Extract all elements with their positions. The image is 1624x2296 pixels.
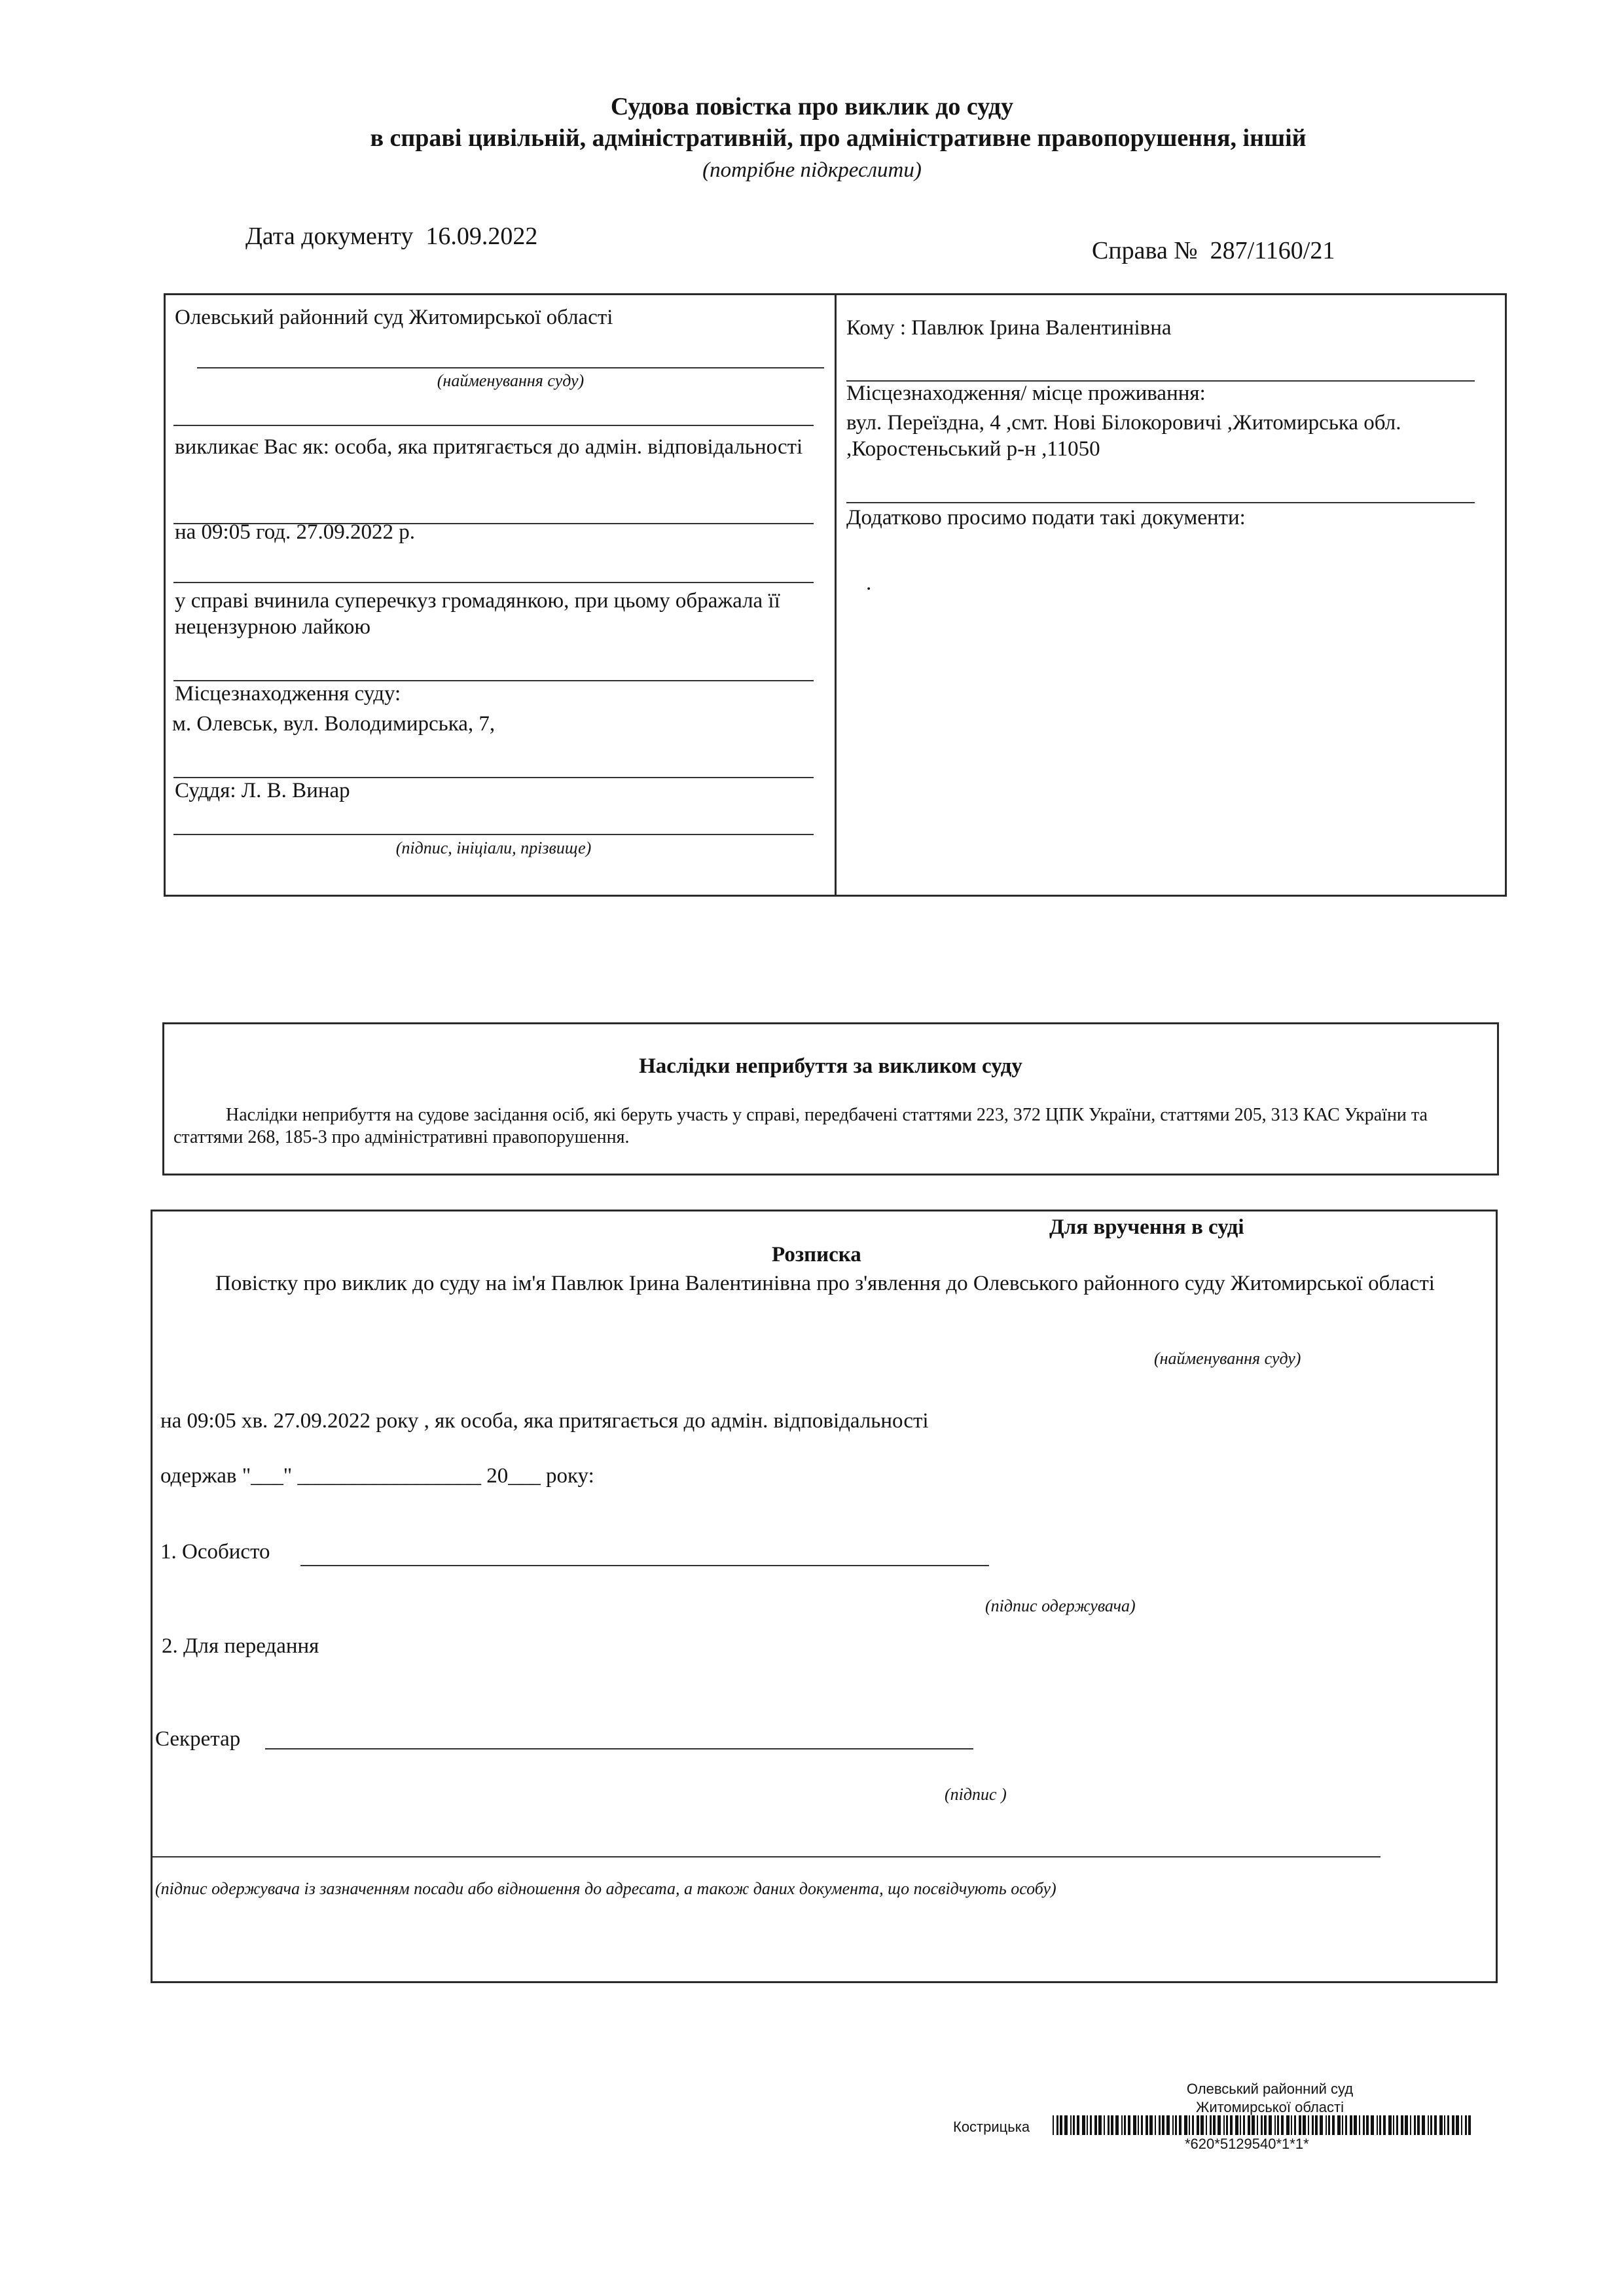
barcode-bar (1162, 2115, 1164, 2135)
barcode-bar (1388, 2115, 1392, 2135)
barcode-bar (1248, 2115, 1250, 2135)
court-location-label: Місцезнаходження суду: (175, 682, 401, 706)
judge-name: Суддя: Л. В. Винар (175, 779, 350, 802)
barcode-bar (1405, 2115, 1408, 2135)
barcode-bar (1281, 2115, 1284, 2135)
barcode-bar (1064, 2115, 1068, 2135)
personally-label: 1. Особисто (160, 1540, 270, 1564)
barcode-bar (1430, 2115, 1432, 2135)
barcode-bar (1326, 2115, 1327, 2135)
date-value: 16.09.2022 (425, 223, 538, 250)
barcode-bar (1345, 2115, 1347, 2135)
court-name: Олевський районний суд Житомирської області (175, 306, 613, 329)
column-divider (835, 295, 837, 895)
transfer-label: 2. Для передання (162, 1634, 319, 1658)
barcode-bar (1264, 2115, 1267, 2135)
barcode-bar (1274, 2115, 1276, 2135)
summon-as: викликає Вас як: особа, яка притягається до адмін. відповідальності (175, 435, 803, 459)
barcode-bar (1159, 2115, 1161, 2135)
barcode-bar (1401, 2115, 1403, 2135)
barcode-bar (1452, 2115, 1454, 2135)
barcode-bar (1115, 2115, 1119, 2135)
case-value: 287/1160/21 (1210, 237, 1335, 264)
barcode-bar (1291, 2115, 1292, 2135)
barcode-bar (1447, 2115, 1449, 2135)
barcode-bar (1138, 2115, 1139, 2135)
case-label: Справа № (1092, 237, 1198, 264)
barcode-bar (1465, 2115, 1467, 2135)
barcode-bar (1056, 2115, 1058, 2135)
barcode-bar (1377, 2115, 1378, 2135)
receipt-text: Повістку про виклик до суду на ім'я Павлюк Ірина Валентинівна про з'явлення до Олевського районного суду Житомирської області (215, 1272, 1435, 1295)
barcode-bar (1342, 2115, 1343, 2135)
secretary-signature-line[interactable] (265, 1748, 973, 1749)
barcode-bar (1444, 2115, 1445, 2135)
rule (173, 834, 814, 835)
stamp-court-line1: Олевський районний суд (1186, 2081, 1354, 2097)
receipt-box (151, 1210, 1498, 1983)
barcode-bar (1468, 2115, 1471, 2135)
stamp-court-line2: Житомирської області (1196, 2099, 1344, 2115)
barcode-bar (1303, 2115, 1306, 2135)
barcode-bar (1379, 2115, 1381, 2135)
date-label: Дата документу (245, 223, 414, 250)
address-value: вул. Переїздна, 4 ,смт. Нові Білокоровичі ,Житомирська обл. ,Коростеньський р-н ,11050 (846, 411, 1401, 461)
barcode-bar (1354, 2115, 1357, 2135)
receipt-title: Розписка (772, 1243, 861, 1266)
barcode-bar (1294, 2115, 1296, 2135)
received-line[interactable]: одержав "___" _________________ 20___ року: (160, 1464, 594, 1488)
barcode-bar (1315, 2115, 1318, 2135)
summons-box (164, 293, 1507, 897)
barcode-bar (1299, 2115, 1301, 2135)
hearing-time: на 09:05 год. 27.09.2022 р. (175, 520, 416, 544)
barcode-bar (1166, 2115, 1170, 2135)
barcode-bar (1213, 2115, 1216, 2135)
barcode-bar (1108, 2115, 1110, 2135)
barcode-text: *620*5129540*1*1* (1185, 2136, 1309, 2152)
barcode-bar (1192, 2115, 1194, 2135)
barcode-bar (1243, 2115, 1245, 2135)
barcode-bar (1434, 2115, 1437, 2135)
documents-value: . (866, 571, 872, 595)
barcode-bar (1383, 2115, 1386, 2135)
barcode-bar (1141, 2115, 1143, 2135)
consequences-box (162, 1022, 1499, 1175)
recipient-sign-caption: (підпис одержувача) (985, 1596, 1136, 1615)
barcode-bar (1094, 2115, 1097, 2135)
barcode-bar (1111, 2115, 1113, 2135)
barcode-bar (1461, 2115, 1462, 2135)
barcode-bar (1077, 2115, 1079, 2135)
barcode-bar (1218, 2115, 1221, 2135)
case-number (1092, 236, 1335, 266)
barcode-bar (1121, 2115, 1123, 2135)
barcode-bar (1439, 2115, 1443, 2135)
barcode-bar (1252, 2115, 1255, 2135)
barcode-bar (1210, 2115, 1212, 2135)
barcode-bar (1230, 2115, 1233, 2135)
barcode-bar (1133, 2115, 1136, 2135)
barcode-bar (1371, 2115, 1374, 2135)
barcode-bar (1337, 2115, 1341, 2135)
barcode-bar (1149, 2115, 1153, 2135)
barcode-bar (1257, 2115, 1258, 2135)
barcode-bar (1200, 2115, 1204, 2135)
judge-sign-caption: (підпис, ініціали, прізвище) (395, 838, 592, 857)
barcode-bar (1428, 2115, 1429, 2135)
barcode-bar (1261, 2115, 1263, 2135)
for-court-label: Для вручення в суді (1049, 1215, 1244, 1239)
barcode-bar (1396, 2115, 1398, 2135)
barcode-bar (1312, 2115, 1314, 2135)
personal-signature-line[interactable] (300, 1565, 989, 1566)
document-note: (потрібне підкреслити) (702, 158, 922, 182)
consequences-title: Наслідки неприбуття за викликом суду (639, 1054, 1022, 1078)
barcode-bar (1366, 2115, 1369, 2135)
document-title: Судова повістка про виклик до суду (610, 93, 1014, 120)
rule (197, 367, 824, 368)
receipt-time-line: на 09:05 хв. 27.09.2022 року , як особа, яка притягається до адмін. відповідальності (160, 1409, 929, 1433)
rule (173, 425, 814, 426)
barcode-bar (1053, 2115, 1054, 2135)
barcode-bar (1146, 2115, 1148, 2135)
rule (173, 582, 814, 583)
barcode-bar (1155, 2115, 1156, 2135)
barcode-bar (1175, 2115, 1177, 2135)
secretary-sign-caption: (підпис ) (945, 1785, 1007, 1804)
document-date (245, 221, 537, 251)
barcode-bar (1082, 2115, 1085, 2135)
documents-label: Додатково просимо подати такі документи: (846, 506, 1246, 529)
barcode-bar (1417, 2115, 1420, 2135)
barcode-bar (1098, 2115, 1102, 2135)
barcode-bar (1308, 2115, 1309, 2135)
secretary-label: Секретар (155, 1727, 241, 1751)
barcode-bar (1320, 2115, 1323, 2135)
barcode-bar (1223, 2115, 1225, 2135)
rule (846, 502, 1475, 503)
barcode-bar (1226, 2115, 1228, 2135)
barcode-bar (1090, 2115, 1092, 2135)
barcode-bar (1124, 2115, 1126, 2135)
barcode-bar (1328, 2115, 1330, 2135)
barcode-bar (1414, 2115, 1416, 2135)
barcode-bar (1393, 2115, 1394, 2135)
barcode-bar (1179, 2115, 1182, 2135)
barcode-bar (1286, 2115, 1290, 2135)
barcode-bar (1363, 2115, 1365, 2135)
barcode-bar (1104, 2115, 1105, 2135)
barcode-bar (1359, 2115, 1360, 2135)
court-name-caption: (найменування суду) (437, 371, 585, 390)
document-subtitle: в справі цивільній, адміністративній, про адміністративне правопорушення, іншій (370, 124, 1307, 152)
barcode-bar (1172, 2115, 1174, 2135)
barcode-bar (1269, 2115, 1272, 2135)
barcode-bar (1184, 2115, 1187, 2135)
barcode-bar (1197, 2115, 1199, 2135)
address-label: Місцезнаходження/ місце проживання: (846, 382, 1206, 405)
barcode-bar (1277, 2115, 1279, 2135)
case-description: у справі вчинила суперечкуз громадянкою, при цьому ображала її нецензурною лайкою (175, 589, 780, 639)
barcode-bar (1189, 2115, 1190, 2135)
barcode-bar (1235, 2115, 1238, 2135)
barcode-bar (1206, 2115, 1207, 2135)
recipient: Кому : Павлюк Ірина Валентинівна (846, 316, 1172, 340)
barcode-bar (1240, 2115, 1241, 2135)
barcode-bar (1073, 2115, 1075, 2135)
barcode-bar (1087, 2115, 1088, 2135)
barcode-bar (1332, 2115, 1335, 2135)
barcode-bar (1070, 2115, 1072, 2135)
recipient-details-line[interactable] (153, 1856, 1380, 1857)
receipt-court-caption: (найменування суду) (1154, 1349, 1301, 1368)
barcode-bar (1410, 2115, 1411, 2135)
barcode-bar (1128, 2115, 1130, 2135)
consequences-text: Наслідки неприбуття на судове засідання осіб, які беруть участь у справі, передбачені статтями 223, 372 ЦПК України, статтями 205, 313 КАС України та статтями 268, 185-3 про адміністративні правопорушення. (173, 1105, 1428, 1147)
court-location-value: м. Олевськ, вул. Володимирська, 7, (172, 712, 496, 736)
barcode-bar (1060, 2115, 1062, 2135)
stamp-name: Кострицька (953, 2119, 1030, 2135)
barcode-bar (1422, 2115, 1425, 2135)
barcode-bar (1350, 2115, 1352, 2135)
barcode-bar (1456, 2115, 1459, 2135)
recipient-details-caption: (підпис одержувача із зазначенням посади або відношення до адресата, а також даних документа, що посвідчують особу) (155, 1879, 1056, 1898)
